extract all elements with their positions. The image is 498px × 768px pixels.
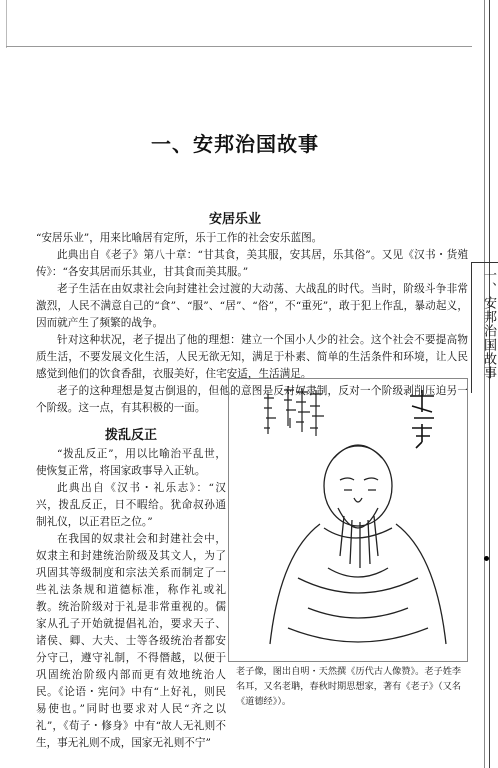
page-marker-dot bbox=[484, 556, 489, 561]
sage-figure bbox=[270, 445, 446, 644]
figure-caption: 老子像，图出自明・天然撰《历代古人像赞》。老子姓李名耳，又名老聃，春秋时期思想家，著有《老子》（又名《道德经》）。 bbox=[236, 666, 462, 707]
inscription-brush-text bbox=[264, 386, 324, 436]
paragraph: “拨乱反正”，用以比喻治平乱世，使恢复正常，将国家政事导入正轨。 bbox=[36, 448, 226, 477]
name-glyphs bbox=[410, 390, 434, 448]
portrait-frame bbox=[229, 379, 468, 662]
laozi-portrait bbox=[228, 378, 468, 662]
paragraph: 针对这种状况，老子提出了他的理想：建立一个国小人少的社会。这个社会不要提高物质生活，不要发展文化生活，人民无欲无知，满足于朴素、简单的生活条件和环境，让人民感觉到他们的饮食香甜，衣服美好，住宅安适，生活满足。 bbox=[36, 334, 468, 380]
section-title: 拨乱反正 bbox=[104, 428, 157, 443]
margin-line bbox=[6, 0, 7, 48]
paragraph: 老子的这种理想是复古倒退的，但他的意图是反对奴隶制，反对一个阶级剥削压迫另一个阶级。这一点，有其积极的一面。 bbox=[36, 385, 468, 414]
paragraph: 在我国的奴隶社会和封建社会中，奴隶主和封建统治阶级及其文人，为了巩固其等级制度和宗法关系而制定了一些礼法条规和道德标准，称作礼或礼教。统治阶级对于礼是非常重视的。儒家从孔子开始就提倡礼治，要求天子、诸侯、卿、大夫、士等各级统治者都安分守己，遵守礼制，不得僭越，以便于巩固统治阶级内部而更有效地统治人民。《论语・宪问》中有“上好礼，则民易使也。”同时也要求对人民“齐之以礼”，《荀子・修身》中有“故人无礼则不生，事无礼则不成，国家无礼则不宁” bbox=[36, 533, 226, 749]
header-rule bbox=[6, 46, 472, 47]
chapter-tab-label: 一、安邦治国故事 bbox=[481, 268, 496, 380]
paragraph: 此典出自《汉书・礼乐志》：“汉兴，拨乱反正，日不暇给。犹命叔孙通制礼仪，以正君臣之位。” bbox=[36, 482, 226, 528]
paragraph: “安居乐业”，用来比喻居有定所，乐于工作的社会安乐蓝图。 bbox=[36, 232, 323, 244]
chapter-title: 一、安邦治国故事 bbox=[151, 132, 319, 156]
paragraph: 老子生活在由奴隶社会向封建社会过渡的大动荡、大战乱的时代。当时，阶级斗争非常激烈，人民不满意自己的“食”、“服”、“居”、“俗”，不“重死”，敢于犯上作乱，暴动起义，因而就产生了频繁的战争。 bbox=[36, 283, 468, 329]
paragraph: 此典出自《老子》第八十章：“甘其食，美其服，安其居，乐其俗”。又见《汉书・货殖传》：“各安其居而乐其业，甘其食而美其服。” bbox=[36, 249, 468, 278]
section-title: 安居乐业 bbox=[208, 212, 261, 227]
